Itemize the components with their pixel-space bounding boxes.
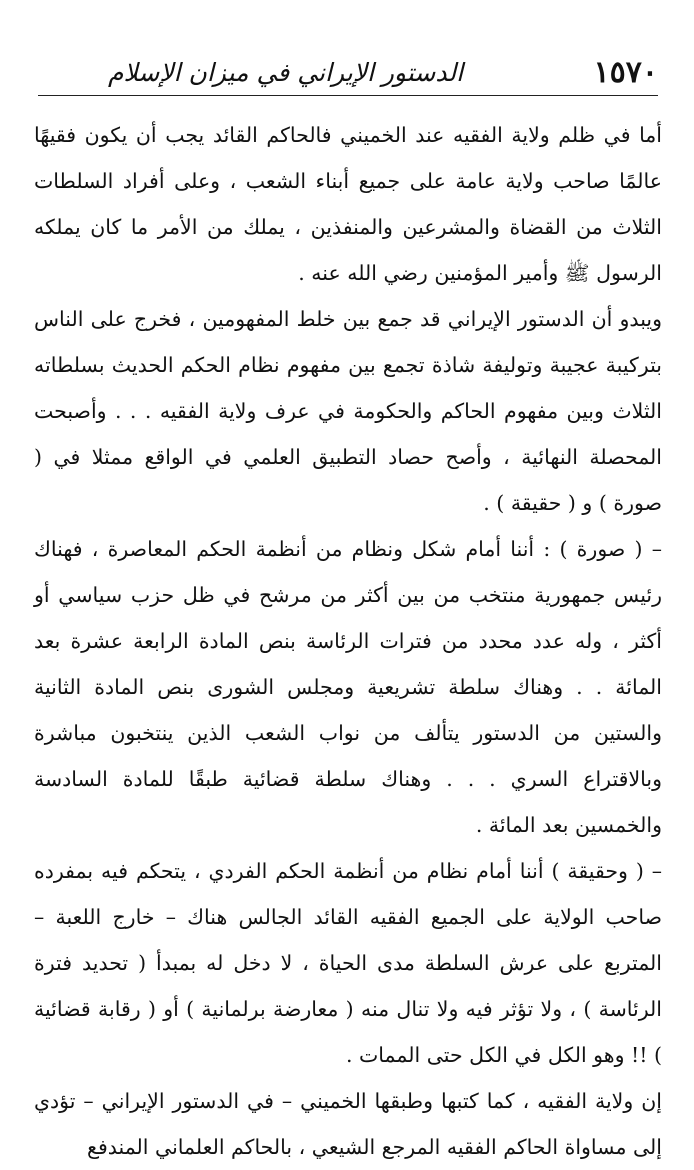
page-body — [34, 112, 662, 1170]
paragraph-3: – ( صورة ) : أننا أمام شكل ونظام من أنظمة الحكم المعاصرة ، فهناك رئيس جمهورية منتخب من بين أكثر من مرشح في ظل حزب سياسي أو أكثر ، وله عدد محدد من فترات الرئاسة بنص المادة الرابعة عشرة بعد المائة . . وهناك سلطة تشريعية ومجلس الشورى بنص المادة الثانية والستين من الدستور يتألف من نواب الشعب الذين ينتخبون مباشرة وبالاقتراع السري . . . وهناك سلطة قضائية طبقًا للمادة السادسة والخمسين بعد المائة . — [34, 537, 662, 837]
paragraph-2: ويبدو أن الدستور الإيراني قد جمع بين خلط المفهومين ، فخرج على الناس بتركيبة عجيبة وتوليفة شاذة تجمع بين مفهوم نظام الحكم الحديث بسلطاته الثلاث وبين مفهوم الحاكم والحكومة في عرف ولاية الفقيه . . . وأصبحت المحصلة النهائية ، وأصح حصاد التطبيق العلمي في الواقع ممثلا في ( صورة ) و ( حقيقة ) . — [34, 307, 662, 515]
paragraph-1: أما في ظلم ولاية الفقيه عند الخميني فالحاكم القائد يجب أن يكون فقيهًا عالمًا صاحب ولاية عامة على جميع أبناء الشعب ، وعلى أفراد السلطات الثلاث من القضاة والمشرعين والمنفذين ، يملك من الأمر ما كان يملكه الرسول ﷺ وأمير المؤمنين رضي الله عنه . — [34, 123, 662, 285]
page-number: ١٥٧٠ — [593, 54, 658, 90]
running-title: الدستور الإيراني في ميزان الإسلام — [108, 57, 464, 87]
header-rule — [38, 95, 658, 96]
paragraph-4: – ( وحقيقة ) أننا أمام نظام من أنظمة الحكم الفردي ، يتحكم فيه بمفرده صاحب الولاية على الجميع الفقيه القائد الجالس هناك – خارج اللعبة – المتربع على عرش السلطة مدى الحياة ، لا دخل له بمبدأ ( تحديد فترة الرئاسة ) ، ولا تؤثر فيه ولا تنال منه ( معارضة برلمانية ) أو ( رقابة قضائية ) !! وهو الكل في الكل حتى الممات . — [34, 859, 662, 1067]
page-header — [38, 50, 658, 94]
paragraph-5: إن ولاية الفقيه ، كما كتبها وطبقها الخميني – في الدستور الإيراني – تؤدي إلى مساواة الحاكم الفقيه المرجع الشيعي ، بالحاكم العلماني المندفع — [34, 1089, 662, 1159]
